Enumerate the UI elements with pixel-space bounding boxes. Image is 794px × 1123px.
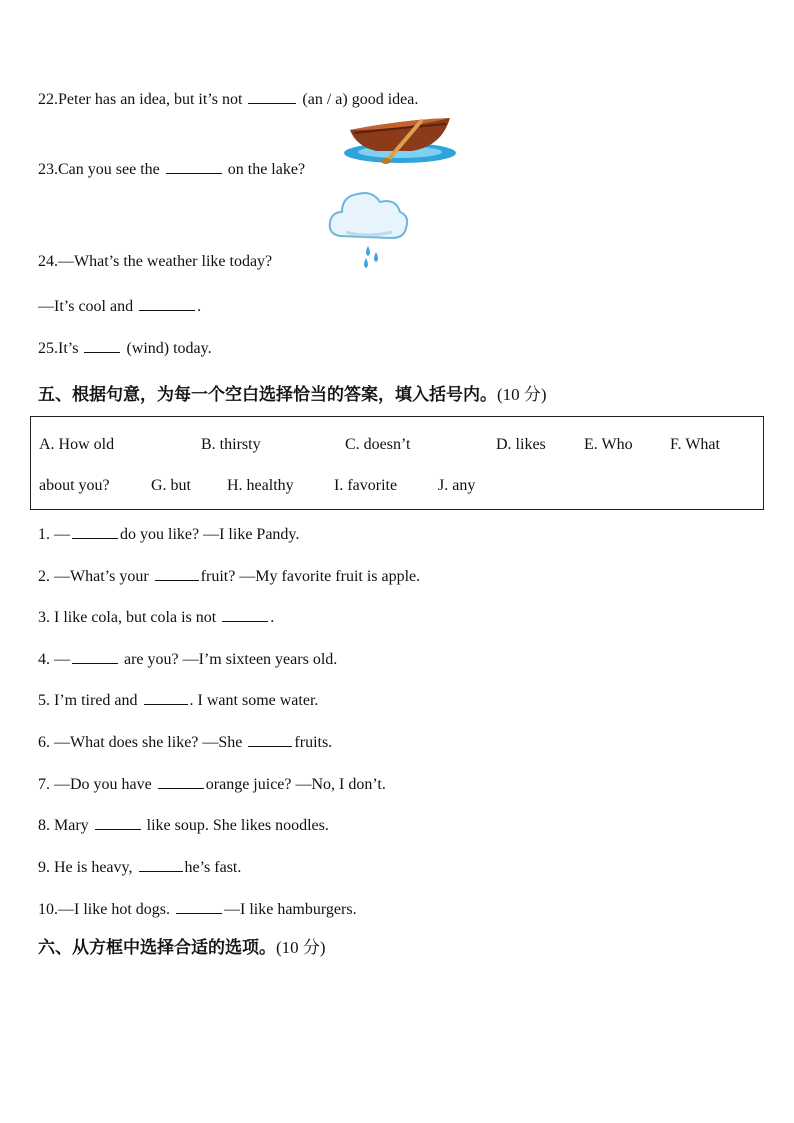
question-1: 1. — do you like? —I like Pandy. (38, 523, 299, 545)
boat-on-lake-icon (342, 116, 458, 166)
answer-blank[interactable] (95, 814, 141, 830)
answer-blank[interactable] (144, 689, 188, 705)
question-25: 25.It’s (wind) today. (38, 337, 212, 359)
answer-blank[interactable] (139, 856, 183, 872)
question-24-reply: —It’s cool and . (38, 295, 201, 317)
option-g: G. but (151, 477, 191, 494)
section-6-heading: 六、从方框中选择合适的选项。(10 分) (38, 938, 326, 957)
option-e: E. Who (584, 436, 633, 453)
answer-blank[interactable] (158, 773, 204, 789)
option-d: D. likes (496, 436, 546, 453)
question-9: 9. He is heavy, he’s fast. (38, 856, 241, 878)
question-6: 6. —What does she like? —She fruits. (38, 731, 332, 753)
option-h: H. healthy (227, 477, 294, 494)
option-f: F. What (670, 436, 720, 453)
option-b: B. thirsty (201, 436, 261, 453)
option-a: A. How old (39, 436, 115, 453)
answer-blank[interactable] (72, 648, 118, 664)
question-2: 2. —What’s your fruit? —My favorite fruit is apple. (38, 565, 420, 587)
option-c: C. doesn’t (345, 436, 411, 453)
question-3: 3. I like cola, but cola is not . (38, 606, 274, 628)
answer-blank[interactable] (222, 606, 268, 622)
options-box (30, 416, 764, 510)
option-j: J. any (438, 477, 476, 494)
answer-blank[interactable] (84, 337, 120, 353)
answer-blank[interactable] (72, 523, 118, 539)
question-5: 5. I’m tired and . I want some water. (38, 689, 318, 711)
question-24: 24.—What’s the weather like today? (38, 253, 273, 270)
rain-cloud-icon (326, 188, 410, 270)
answer-blank[interactable] (176, 898, 222, 914)
option-f-continued: about you? (39, 477, 110, 494)
question-7: 7. —Do you have orange juice? —No, I don’t. (38, 773, 386, 795)
question-23: 23.Can you see the on the lake? (38, 158, 305, 180)
answer-blank[interactable] (166, 158, 222, 174)
question-10: 10.—I like hot dogs. —I like hamburgers. (38, 898, 357, 920)
section-5-heading: 五、根据句意，为每一个空白选择恰当的答案，填入括号内。(10 分) (38, 385, 547, 404)
question-8: 8. Mary like soup. She likes noodles. (38, 814, 329, 836)
answer-blank[interactable] (155, 565, 199, 581)
option-i: I. favorite (334, 477, 398, 494)
answer-blank[interactable] (139, 295, 195, 311)
answer-blank[interactable] (248, 88, 296, 104)
question-22: 22.Peter has an idea, but it’s not (an / a) good idea. (38, 88, 418, 110)
answer-blank[interactable] (248, 731, 292, 747)
question-4: 4. — are you? —I’m sixteen years old. (38, 648, 337, 670)
